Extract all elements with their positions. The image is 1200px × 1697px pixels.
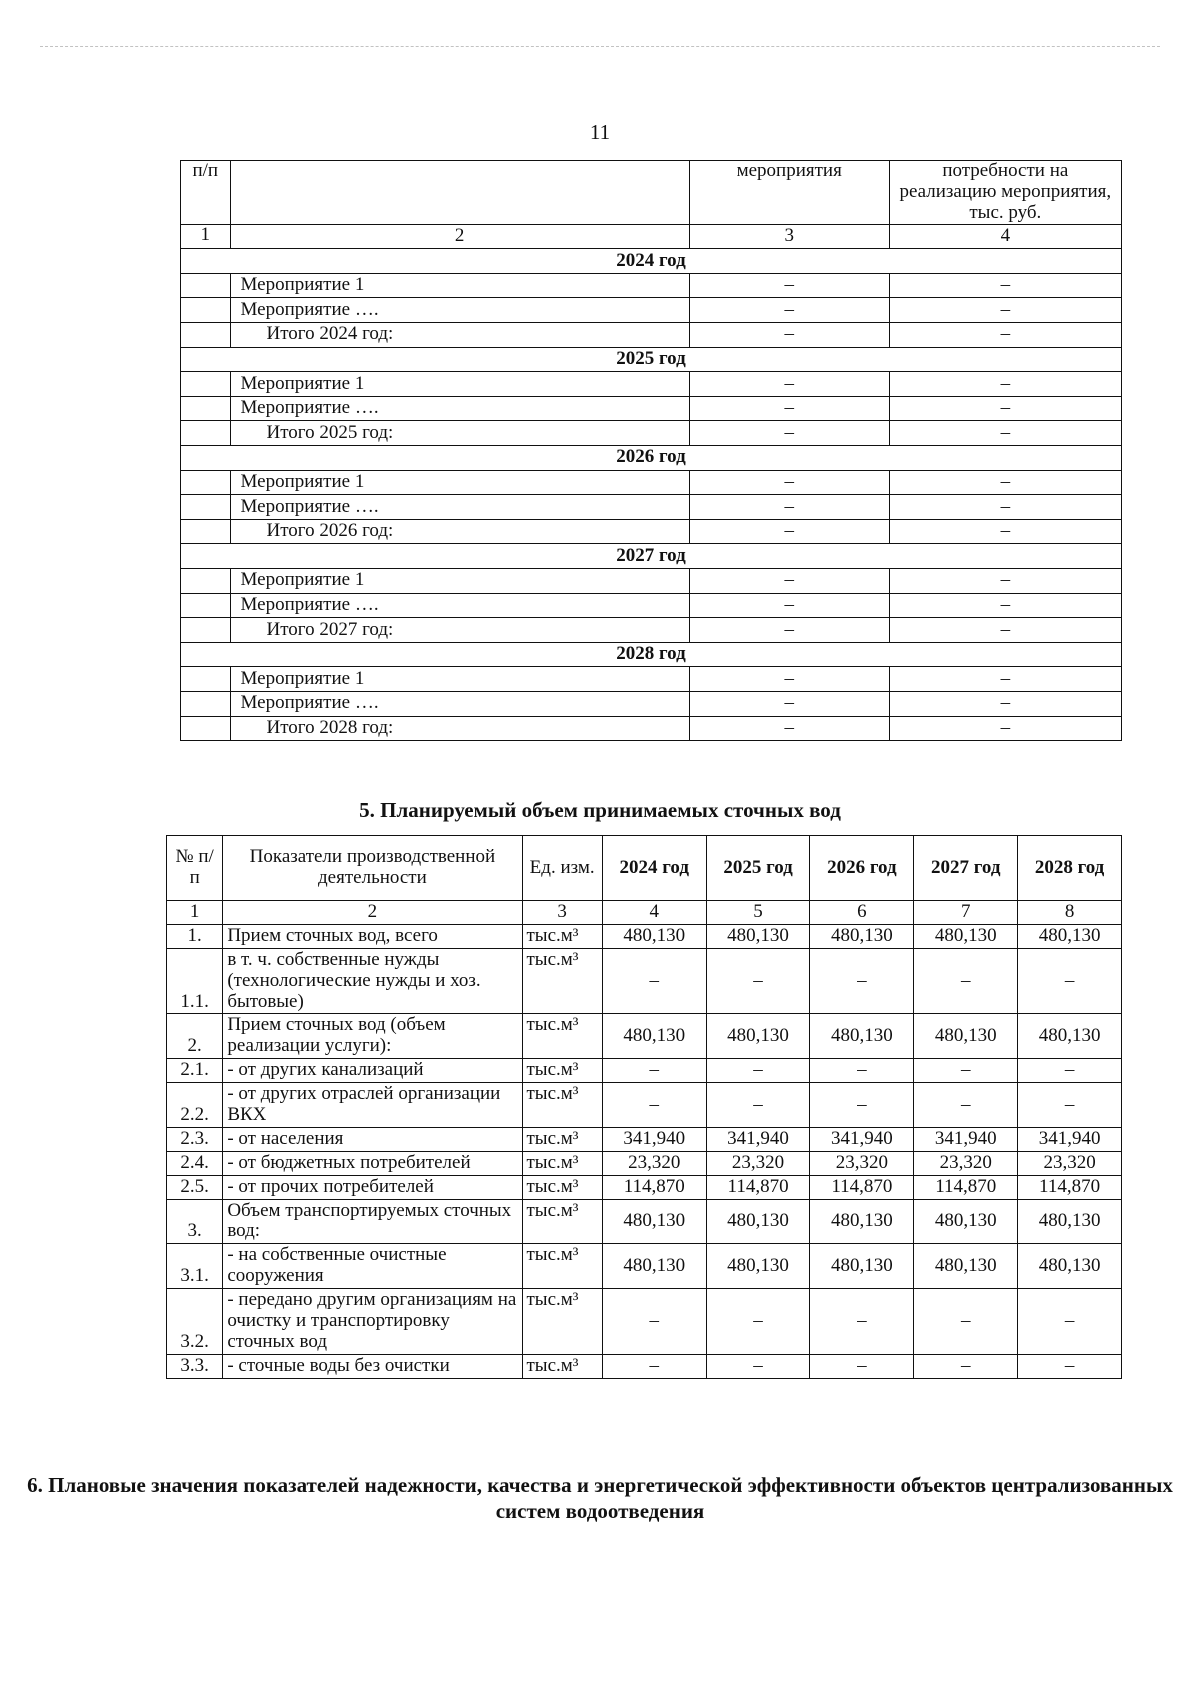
indicator-name: - передано другим организациям на очистку и транспортировку сточных вод	[223, 1289, 522, 1355]
measure-value: –	[689, 618, 889, 643]
value-cell: –	[602, 948, 706, 1014]
table-row	[167, 1244, 1122, 1289]
value-cell: –	[914, 1289, 1018, 1355]
table-row	[181, 593, 1122, 618]
row-number-cell	[181, 372, 231, 397]
unit-cell: тыс.м³	[522, 1354, 602, 1378]
column-header: мероприятия	[689, 161, 889, 225]
measure-name: Мероприятие ….	[230, 593, 689, 618]
value-cell: 114,870	[1018, 1175, 1122, 1199]
unit-cell: тыс.м³	[522, 1289, 602, 1355]
unit-cell: тыс.м³	[522, 1127, 602, 1151]
measure-name: Мероприятие 1	[230, 667, 689, 692]
total-label: Итого 2025 год:	[230, 421, 689, 446]
table-row	[181, 618, 1122, 643]
value-cell: 480,130	[810, 1199, 914, 1244]
value-cell: 480,130	[810, 924, 914, 948]
unit-cell: тыс.м³	[522, 1014, 602, 1059]
funding-value: –	[889, 470, 1121, 495]
row-number: 2.3.	[167, 1127, 223, 1151]
value-cell: –	[810, 1289, 914, 1355]
value-cell: 480,130	[706, 1199, 810, 1244]
measure-name: Мероприятие ….	[230, 298, 689, 323]
funding-value: –	[889, 273, 1121, 298]
measure-name: Мероприятие 1	[230, 568, 689, 593]
value-cell: 480,130	[602, 1244, 706, 1289]
funding-value: –	[889, 691, 1121, 716]
indicator-name: - от бюджетных потребителей	[223, 1151, 522, 1175]
total-label: Итого 2024 год:	[230, 323, 689, 348]
column-number: 3	[522, 901, 602, 925]
table-row	[181, 273, 1122, 298]
value-cell: 480,130	[706, 1244, 810, 1289]
funding-value: –	[889, 323, 1121, 348]
column-header: п/п	[181, 161, 231, 225]
column-header: Показатели производственной деятельности	[223, 836, 522, 901]
funding-value: –	[889, 372, 1121, 397]
value-cell: –	[1018, 1059, 1122, 1083]
value-cell: 480,130	[706, 924, 810, 948]
year-heading: 2028 год	[181, 642, 1122, 667]
row-number-cell	[181, 519, 231, 544]
page-number: 11	[589, 120, 611, 144]
table-row	[181, 470, 1122, 495]
value-cell: 23,320	[914, 1151, 1018, 1175]
indicator-name: - от прочих потребителей	[223, 1175, 522, 1199]
table-row	[181, 421, 1122, 446]
measure-value: –	[689, 593, 889, 618]
value-cell: 480,130	[1018, 1244, 1122, 1289]
year-heading: 2026 год	[181, 446, 1122, 471]
value-cell: 480,130	[914, 1014, 1018, 1059]
row-number-cell	[181, 495, 231, 520]
funding-value: –	[889, 421, 1121, 446]
year-row	[181, 446, 1122, 471]
table-row	[181, 691, 1122, 716]
value-cell: 480,130	[1018, 924, 1122, 948]
row-number-cell	[181, 593, 231, 618]
value-cell: –	[602, 1083, 706, 1128]
value-cell: 23,320	[1018, 1151, 1122, 1175]
unit-cell: тыс.м³	[522, 1175, 602, 1199]
year-heading: 2025 год	[181, 347, 1122, 372]
table-row	[167, 1151, 1122, 1175]
table-row	[181, 716, 1122, 741]
value-cell: 341,940	[706, 1127, 810, 1151]
row-number: 2.1.	[167, 1059, 223, 1083]
indicator-name: Объем транспортируемых сточных вод:	[223, 1199, 522, 1244]
column-number: 7	[914, 901, 1018, 925]
value-cell: –	[1018, 948, 1122, 1014]
table-row	[181, 667, 1122, 692]
measures-table	[180, 160, 1122, 741]
value-cell: 341,940	[602, 1127, 706, 1151]
table-row	[181, 396, 1122, 421]
value-cell: 114,870	[810, 1175, 914, 1199]
funding-value: –	[889, 593, 1121, 618]
measure-value: –	[689, 273, 889, 298]
table-row	[181, 495, 1122, 520]
column-header: потребности на реализацию мероприятия, тыс. руб.	[889, 161, 1121, 225]
total-label: Итого 2028 год:	[230, 716, 689, 741]
measure-value: –	[689, 667, 889, 692]
value-cell: –	[914, 1059, 1018, 1083]
value-cell: –	[810, 1354, 914, 1378]
funding-value: –	[889, 519, 1121, 544]
row-number-cell	[181, 470, 231, 495]
row-number-cell	[181, 716, 231, 741]
table-row	[167, 1289, 1122, 1355]
row-number-cell	[181, 568, 231, 593]
table-row	[181, 519, 1122, 544]
table-row	[167, 1127, 1122, 1151]
value-cell: 341,940	[810, 1127, 914, 1151]
unit-cell: тыс.м³	[522, 924, 602, 948]
year-heading: 2027 год	[181, 544, 1122, 569]
row-number-cell	[181, 396, 231, 421]
value-cell: –	[810, 1059, 914, 1083]
table-row	[167, 948, 1122, 1014]
value-cell: –	[914, 1083, 1018, 1128]
indicator-name: - от других отраслей организации ВКХ	[223, 1083, 522, 1128]
row-number: 2.5.	[167, 1175, 223, 1199]
row-number-cell	[181, 298, 231, 323]
row-number-cell	[181, 691, 231, 716]
section-5-heading: 5. Планируемый объем принимаемых сточных вод	[359, 798, 841, 822]
value-cell: 480,130	[706, 1014, 810, 1059]
measure-name: Мероприятие 1	[230, 273, 689, 298]
value-cell: –	[706, 948, 810, 1014]
column-header: 2024 год	[602, 836, 706, 901]
column-number: 4	[602, 901, 706, 925]
table-row	[167, 1083, 1122, 1128]
table-header-row	[167, 836, 1122, 901]
funding-value: –	[889, 568, 1121, 593]
value-cell: 341,940	[1018, 1127, 1122, 1151]
column-number: 6	[810, 901, 914, 925]
funding-value: –	[889, 667, 1121, 692]
value-cell: –	[706, 1289, 810, 1355]
measure-value: –	[689, 568, 889, 593]
column-header: 2028 год	[1018, 836, 1122, 901]
value-cell: 341,940	[914, 1127, 1018, 1151]
total-label: Итого 2026 год:	[230, 519, 689, 544]
column-number: 2	[223, 901, 522, 925]
indicator-name: - на собственные очистные сооружения	[223, 1244, 522, 1289]
year-row	[181, 544, 1122, 569]
unit-cell: тыс.м³	[522, 1199, 602, 1244]
table-row	[167, 1014, 1122, 1059]
year-row	[181, 642, 1122, 667]
column-header: 2027 год	[914, 836, 1018, 901]
value-cell: 480,130	[914, 1244, 1018, 1289]
value-cell: 480,130	[1018, 1199, 1122, 1244]
column-number: 3	[689, 224, 889, 249]
column-number: 5	[706, 901, 810, 925]
unit-cell: тыс.м³	[522, 1244, 602, 1289]
table-row	[181, 323, 1122, 348]
column-number: 1	[167, 901, 223, 925]
value-cell: –	[602, 1354, 706, 1378]
column-number: 1	[181, 224, 231, 249]
section-6-heading: 6. Плановые значения показателей надежности, качества и энергетической эффективности объектов централизованных систем водоотведения	[27, 1473, 1173, 1524]
unit-cell: тыс.м³	[522, 948, 602, 1014]
value-cell: –	[810, 948, 914, 1014]
row-number: 3.1.	[167, 1244, 223, 1289]
column-number-row	[167, 901, 1122, 925]
value-cell: –	[706, 1083, 810, 1128]
year-heading: 2024 год	[181, 249, 1122, 274]
value-cell: –	[602, 1059, 706, 1083]
value-cell: 480,130	[602, 924, 706, 948]
row-number-cell	[181, 667, 231, 692]
value-cell: 114,870	[706, 1175, 810, 1199]
value-cell: –	[706, 1059, 810, 1083]
value-cell: –	[1018, 1083, 1122, 1128]
funding-value: –	[889, 396, 1121, 421]
table-row	[167, 1354, 1122, 1378]
measure-value: –	[689, 470, 889, 495]
table-row	[167, 924, 1122, 948]
wastewater-volume-table	[166, 835, 1122, 1379]
value-cell: –	[1018, 1354, 1122, 1378]
value-cell: –	[810, 1083, 914, 1128]
measure-value: –	[689, 323, 889, 348]
table-row	[181, 298, 1122, 323]
indicator-name: - от населения	[223, 1127, 522, 1151]
row-number: 1.	[167, 924, 223, 948]
measure-name: Мероприятие ….	[230, 495, 689, 520]
row-number-cell	[181, 618, 231, 643]
row-number-cell	[181, 421, 231, 446]
table-row	[181, 372, 1122, 397]
indicator-name: Прием сточных вод (объем реализации услуги):	[223, 1014, 522, 1059]
row-number: 3.2.	[167, 1289, 223, 1355]
unit-cell: тыс.м³	[522, 1083, 602, 1128]
value-cell: 480,130	[914, 1199, 1018, 1244]
measure-name: Мероприятие 1	[230, 372, 689, 397]
value-cell: –	[602, 1289, 706, 1355]
funding-value: –	[889, 716, 1121, 741]
funding-value: –	[889, 495, 1121, 520]
value-cell: 480,130	[810, 1014, 914, 1059]
measure-value: –	[689, 519, 889, 544]
value-cell: 114,870	[602, 1175, 706, 1199]
table-row	[167, 1059, 1122, 1083]
row-number: 3.3.	[167, 1354, 223, 1378]
value-cell: –	[1018, 1289, 1122, 1355]
indicator-name: Прием сточных вод, всего	[223, 924, 522, 948]
row-number-cell	[181, 273, 231, 298]
value-cell: 23,320	[706, 1151, 810, 1175]
measure-name: Мероприятие ….	[230, 396, 689, 421]
measure-value: –	[689, 421, 889, 446]
value-cell: 480,130	[810, 1244, 914, 1289]
column-number: 8	[1018, 901, 1122, 925]
unit-cell: тыс.м³	[522, 1151, 602, 1175]
year-row	[181, 347, 1122, 372]
measure-value: –	[689, 495, 889, 520]
row-number: 2.	[167, 1014, 223, 1059]
value-cell: 23,320	[810, 1151, 914, 1175]
total-label: Итого 2027 год:	[230, 618, 689, 643]
measure-value: –	[689, 372, 889, 397]
funding-value: –	[889, 618, 1121, 643]
funding-value: –	[889, 298, 1121, 323]
year-row	[181, 249, 1122, 274]
column-header: № п/п	[167, 836, 223, 901]
measure-value: –	[689, 298, 889, 323]
value-cell: –	[914, 948, 1018, 1014]
value-cell: –	[706, 1354, 810, 1378]
unit-cell: тыс.м³	[522, 1059, 602, 1083]
value-cell: 23,320	[602, 1151, 706, 1175]
column-number-row	[181, 224, 1122, 249]
row-number-cell	[181, 323, 231, 348]
value-cell: –	[914, 1354, 1018, 1378]
measure-value: –	[689, 716, 889, 741]
indicator-name: - сточные воды без очистки	[223, 1354, 522, 1378]
scan-artifact-line	[40, 46, 1160, 47]
measure-value: –	[689, 691, 889, 716]
row-number: 2.4.	[167, 1151, 223, 1175]
table-row	[181, 568, 1122, 593]
indicator-name: в т. ч. собственные нужды (технологические нужды и хоз. бытовые)	[223, 948, 522, 1014]
measure-name: Мероприятие 1	[230, 470, 689, 495]
value-cell: 480,130	[602, 1014, 706, 1059]
column-header: 2026 год	[810, 836, 914, 901]
value-cell: 114,870	[914, 1175, 1018, 1199]
row-number: 3.	[167, 1199, 223, 1244]
table-header-row	[181, 161, 1122, 225]
measure-name: Мероприятие ….	[230, 691, 689, 716]
column-header: Ед. изм.	[522, 836, 602, 901]
value-cell: 480,130	[602, 1199, 706, 1244]
column-number: 4	[889, 224, 1121, 249]
row-number: 1.1.	[167, 948, 223, 1014]
column-header: 2025 год	[706, 836, 810, 901]
table-row	[167, 1175, 1122, 1199]
value-cell: 480,130	[1018, 1014, 1122, 1059]
column-number: 2	[230, 224, 689, 249]
value-cell: 480,130	[914, 924, 1018, 948]
table-row	[167, 1199, 1122, 1244]
indicator-name: - от других канализаций	[223, 1059, 522, 1083]
column-header	[230, 161, 689, 225]
row-number: 2.2.	[167, 1083, 223, 1128]
measure-value: –	[689, 396, 889, 421]
